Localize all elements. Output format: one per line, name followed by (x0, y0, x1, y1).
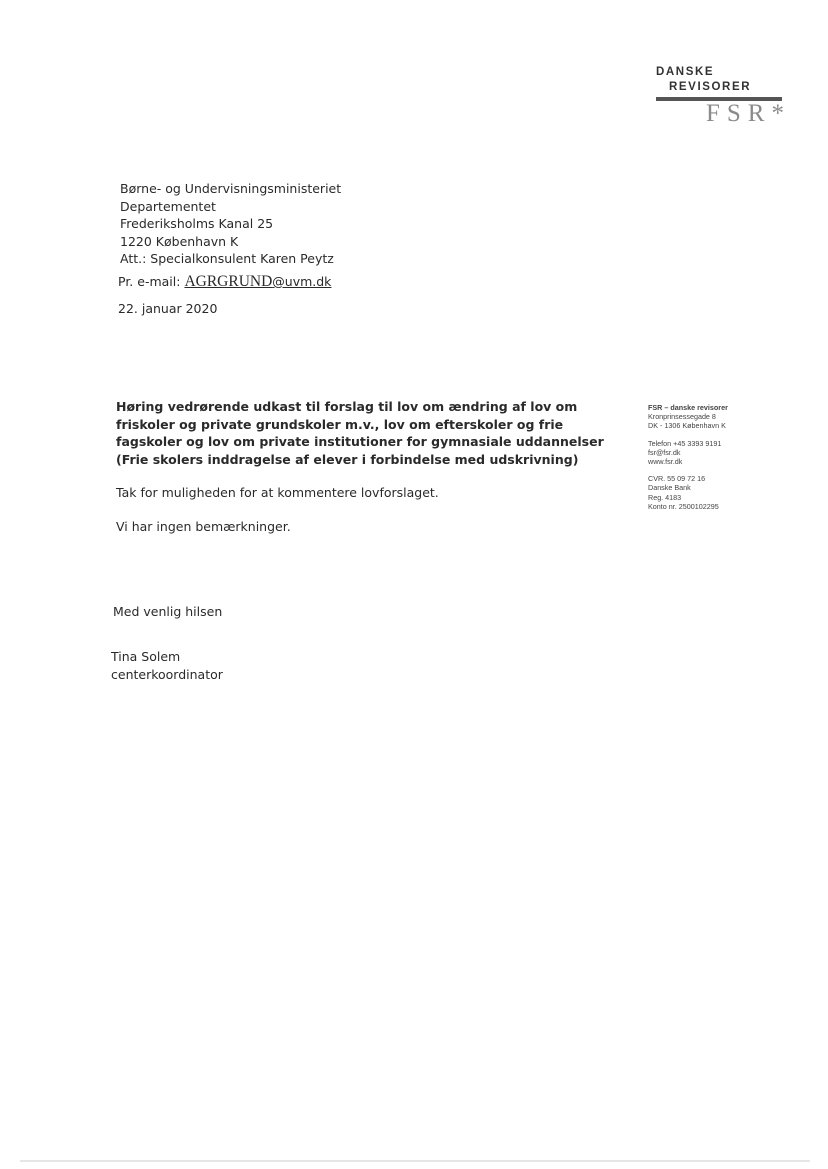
address-line: 1220 København K (120, 233, 239, 249)
fsr-logo (640, 64, 790, 134)
sidebar-reg: Reg. 4183 (648, 492, 682, 502)
address-line: Børne- og Undervisningsministeriet (120, 181, 342, 196)
email-line (118, 273, 331, 291)
signer-title: centerkoordinator (111, 667, 223, 682)
address-line: Att.: Specialkonsulent Karen Peytz (120, 251, 334, 266)
sidebar-city: DK - 1306 København K (648, 421, 726, 431)
body-paragraph-2: Vi har ingen bemærkninger. (116, 519, 291, 534)
sidebar-email[interactable]: fsr@fsr.dk (648, 447, 681, 457)
sidebar-spacer (648, 466, 808, 474)
sidebar-account: Konto nr. 2500102295 (648, 501, 719, 511)
closing-salutation: Med venlig hilsen (113, 604, 223, 619)
letter-subject: Høring vedrørende udkast til forslag til lov om ændring af lov om friskoler og private grundskoler m.v., lov om efterskoler og frie fagskoler og lov om private institutioner for gymnasiale uddannelser (Frie skolers inddragelse af elever i forbindelse med udskrivning) (116, 399, 604, 467)
sidebar-street: Kronprinsessegade 8 (648, 412, 716, 422)
email-label: Pr. e-mail: (118, 274, 185, 289)
recipient-address (120, 180, 341, 268)
address-line: Frederiksholms Kanal 25 (120, 216, 274, 231)
sidebar-spacer (648, 431, 808, 439)
sidebar-cvr: CVR. 55 09 72 16 (648, 474, 706, 484)
email-address-user[interactable]: AGRGRUND (184, 273, 273, 290)
signature-block (111, 648, 223, 684)
logo-text-danske: DANSKE (656, 66, 715, 78)
address-line: Departementet (120, 198, 216, 214)
body-paragraph-1: Tak for muligheden for at kommentere lovforslaget. (116, 485, 439, 500)
sidebar-phone: Telefon +45 3393 9191 (648, 438, 722, 448)
signer-name: Tina Solem (111, 649, 181, 664)
logo-text-revisorer: REVISORER (669, 81, 752, 93)
letter-date: 22. januar 2020 (118, 301, 218, 316)
sidebar-org: FSR – danske revisorer (648, 403, 728, 412)
email-address-domain[interactable]: @uvm.dk (272, 274, 332, 289)
sidebar-bank: Danske Bank (648, 483, 691, 493)
contact-sidebar (648, 403, 808, 511)
scan-edge-line (20, 1160, 810, 1162)
sidebar-web[interactable]: www.fsr.dk (648, 457, 683, 467)
logo-mark-fsr: FSR* (706, 100, 791, 127)
